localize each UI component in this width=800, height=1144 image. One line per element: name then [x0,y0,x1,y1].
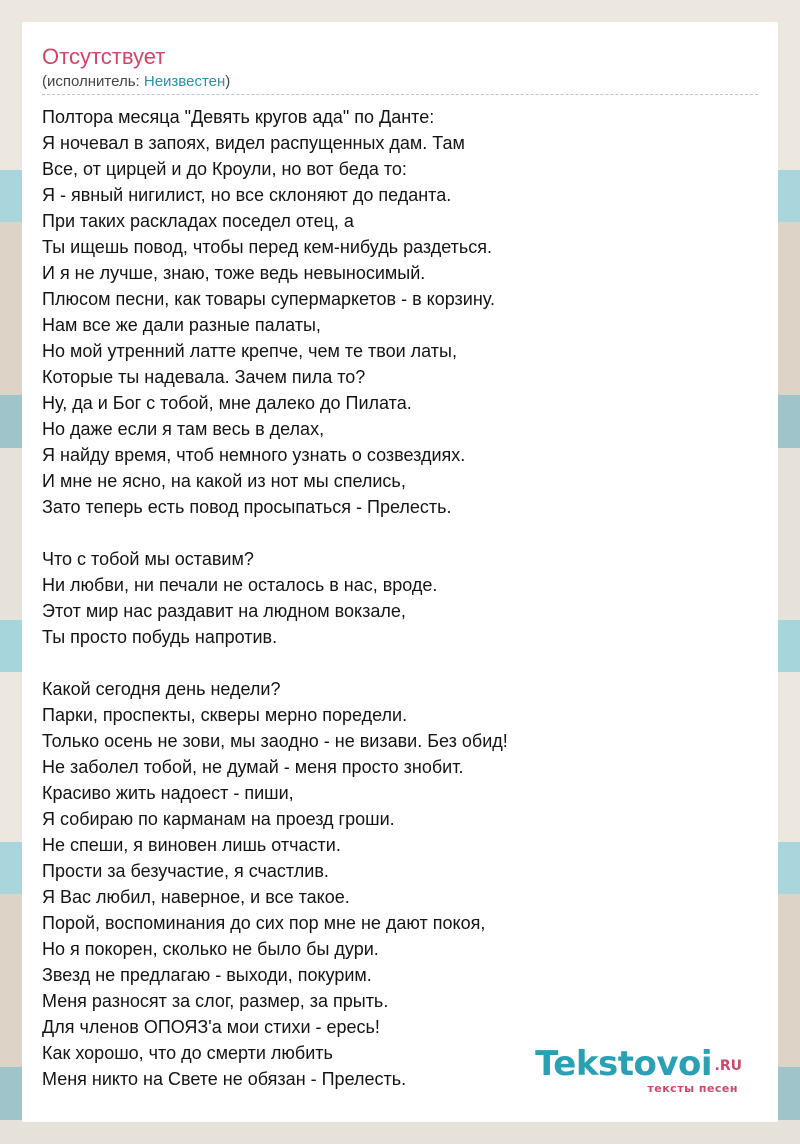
artist-prefix: (исполнитель: [42,73,144,90]
lyric-line: Я ночевал в запоях, видел распущенных дам. Там [42,133,465,153]
lyric-line: Я собираю по карманам на проезд гроши. [42,809,395,829]
logo-domain: .RU [714,1058,742,1074]
site-logo[interactable] [528,1040,748,1100]
lyric-line: При таких раскладах поседел отец, а [42,211,354,231]
logo-tagline: тексты песен [647,1082,738,1095]
lyrics-card [22,22,778,1122]
lyric-line: Парки, проспекты, скверы мерно поредели. [42,705,408,725]
lyric-line: Меня никто на Свете не обязан - Прелесть. [42,1069,407,1089]
song-title: Отсутствует [42,44,166,69]
header-divider [42,94,758,95]
lyric-line: Для членов ОПОЯЗ'а мои стихи - ересь! [42,1017,380,1037]
artist-link[interactable]: Неизвестен [143,73,226,90]
lyric-line: Которые ты надевала. Зачем пила то? [42,367,366,387]
lyric-line: Звезд не предлагаю - выходи, покурим. [42,965,372,985]
lyrics-body [42,104,758,1092]
logo-wordmark: Tekstovoi [535,1044,712,1084]
lyric-line: Ты просто побудь напротив. [42,627,278,647]
lyric-line: Какой сегодня день недели? [42,679,281,699]
lyric-line: Ну, да и Бог с тобой, мне далеко до Пилата. [42,393,412,413]
lyric-line: Этот мир нас раздавит на людном вокзале, [42,601,406,621]
lyric-line: Я найду время, чтоб немного узнать о созвездиях. [42,445,466,465]
artist-line [42,73,230,91]
lyric-line: Порой, воспоминания до сих пор мне не дают покоя, [42,913,486,933]
lyric-line: Нам все же дали разные палаты, [42,315,321,335]
lyric-line: Но мой утренний латте крепче, чем те твои латы, [42,341,457,361]
lyric-line: Но даже если я там весь в делах, [42,419,325,439]
lyric-line: Не заболел тобой, не думай - меня просто знобит. [42,757,464,777]
lyric-line: Только осень не зови, мы заодно - не визави. Без обид! [42,731,508,751]
lyric-line: Я Вас любил, наверное, и все такое. [42,887,350,907]
lyric-line: Зато теперь есть повод просыпаться - Прелесть. [42,497,452,517]
lyric-line: Что с тобой мы оставим? [42,549,254,569]
lyric-line: И мне не ясно, на какой из нот мы спелись, [42,471,406,491]
stanza-break [42,520,758,546]
lyric-line: Не спеши, я виновен лишь отчасти. [42,835,341,855]
lyric-line: Меня разносят за слог, размер, за прыть. [42,991,389,1011]
stanza-break [42,650,758,676]
lyric-line: И я не лучше, знаю, тоже ведь невыносимый. [42,263,426,283]
lyric-line: Но я покорен, сколько не было бы дури. [42,939,379,959]
artist-suffix: ) [225,73,231,90]
lyric-line: Прости за безучастие, я счастлив. [42,861,329,881]
lyric-line: Полтора месяца "Девять кругов ада" по Данте: [42,107,435,127]
lyric-line: Ты ищешь повод, чтобы перед кем-нибудь раздеться. [42,237,493,257]
lyric-line: Плюсом песни, как товары супермаркетов - в корзину. [42,289,495,309]
lyric-line: Я - явный нигилист, но все склоняют до педанта. [42,185,452,205]
lyric-line: Ни любви, ни печали не осталось в нас, вроде. [42,575,438,595]
lyric-line: Все, от цирцей и до Кроули, но вот беда то: [42,159,407,179]
lyric-line: Красиво жить надоест - пиши, [42,783,294,803]
lyric-line: Как хорошо, что до смерти любить [42,1043,333,1063]
